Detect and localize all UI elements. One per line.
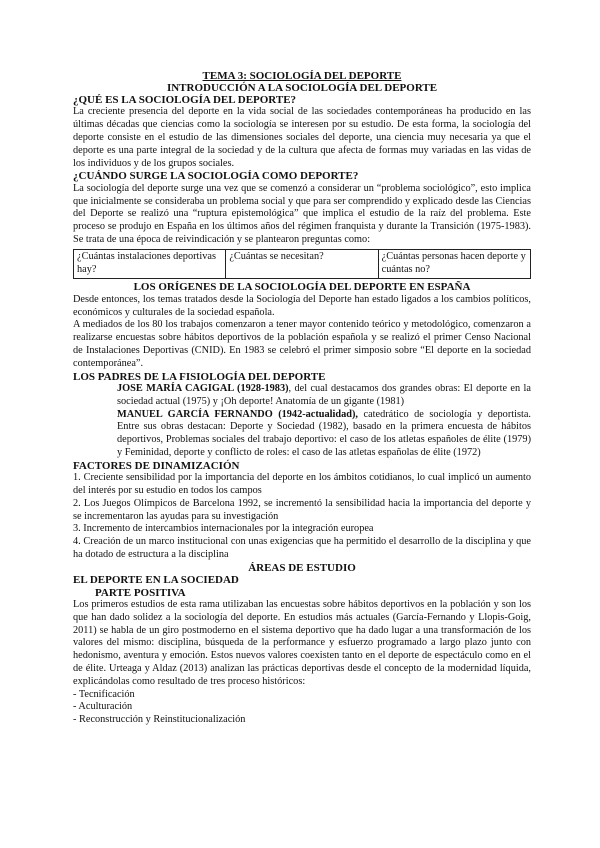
section-heading-cuando: ¿CUÁNDO SURGE LA SOCIOLOGÍA COMO DEPORTE?: [73, 170, 359, 183]
garcia-name: MANUEL GARCÍA FERNANDO (1942-actualidad),: [117, 408, 359, 420]
paragraph-origenes-1: Desde entonces, los temas tratados desde la Sociología del Deporte han estado ligados a los cambios políticos, económicos y culturales de la sociedad española.: [73, 293, 531, 318]
section-heading-areas: ÁREAS DE ESTUDIO: [248, 561, 356, 574]
paragraph-que-es: La creciente presencia del deporte en la vida social de las sociedades contemporáneas ha producido en las últimas décadas que ciencias como la sociología se interesen por su estudio. De esta forma, la sociología del deporte consiste en el estudio de las dimensiones sociales del deporte, una ciencia muy necesaria ya que el deporte es una parte integral de la sociedad y de la cultura que afecta de formas muy variadas en las vidas de los individuos y de los grupos sociales.: [73, 106, 531, 169]
subheading-parte-positiva: PARTE POSITIVA: [95, 586, 186, 599]
tema-title: TEMA 3: SOCIOLOGÍA DEL DEPORTE: [202, 70, 402, 82]
list-item: - Tecnificación: [73, 688, 135, 700]
section-heading-factores: FACTORES DE DINAMIZACIÓN: [73, 459, 240, 472]
list-item: - Reconstrucción y Reinstitucionalización: [73, 714, 246, 726]
subheading-deporte-sociedad: EL DEPORTE EN LA SOCIEDAD: [73, 574, 239, 587]
intro-title: INTRODUCCIÓN A LA SOCIOLOGÍA DEL DEPORTE: [166, 82, 438, 94]
paragraph-areas: Los primeros estudios de esta rama utilizaban las encuestas sobre hábitos deportivos en la población y son los que han dado solidez a la sociología del deporte. En estudios más actuales (García-Fernando y Llopis-Goig, 2011) se habla de un giro postmoderno en el sistema deportivo que ha dado lugar a una transformación de los valores del mismo: disciplina, búsqueda de la performance y esfuerzo programado a largo plazo junto con hedonismo, aventura y emoción. Estos nuevos valores coexisten tanto en el deporte de espectáculo como en el de élite. Urteaga y Aldaz (2013) analizan las prácticas deportivas desde el concepto de la modernidad líquida, explicándolas como resultado de tres proceso históricos:: [73, 598, 531, 687]
list-item: 3. Incremento de intercambios internacionales por la integración europea: [73, 523, 374, 535]
document-page: [73, 70, 531, 727]
paragraph-garcia: [73, 409, 531, 460]
table-cell: ¿Cuántas se necesitan?: [226, 249, 378, 279]
paragraph-origenes-2: A mediados de los 80 los trabajos comenzaron a tener mayor contenido teórico y metodológico, comenzaron a realizarse encuestas sobre hábitos deportivos de la población española y se realizó el primer Censo Nacional de Instalaciones Deportivas (CNID). En 1983 se celebró el primer simposio sobre “El deporte en la sociedad contemporánea”.: [73, 319, 531, 369]
list-item: - Aculturación: [73, 701, 133, 713]
cagigal-name: JOSE MARÍA CAGIGAL (1928-1983): [117, 382, 289, 394]
cagigal-text: , del cual destacamos dos grandes obras: El deporte en la sociedad actual (1975) y ¡Oh deporte! Anatomía de un gigante (1981): [117, 382, 531, 407]
garcia-text: catedrático de sociología y deportista. Entre sus obras destacan: Deporte y Sociedad (1982), basado en la primera encuesta de hábitos deportivos, Problemas sociales del trabajo deportivo: el caso de los atletas españoles de élite (1979) y Feminidad, deporte y conflicto de roles: el caso de las atletas españolas de élite (1972): [117, 408, 531, 458]
section-heading-que-es: ¿QUÉ ES LA SOCIOLOGÍA DEL DEPORTE?: [73, 94, 297, 106]
list-item: 4. Creación de un marco institucional con unas exigencias que ha permitido el desarrollo de la disciplina y que ha dotado de estructura a la disciplina: [73, 536, 531, 560]
section-heading-origenes: LOS ORÍGENES DE LA SOCIOLOGÍA DEL DEPORTE EN ESPAÑA: [133, 281, 471, 294]
list-item: 2. Los Juegos Olímpicos de Barcelona 1992, se incrementó la sensibilidad hacia la importancia del deporte y se incrementaron las ayudas para su investigación: [73, 497, 531, 522]
table-cell: ¿Cuántas personas hacen deporte y cuántas no?: [378, 249, 530, 279]
list-item: 1. Creciente sensibilidad por la importancia del deporte en los ámbitos cotidianos, lo cual implicó un aumento del interés por su estudio en todos los campos: [73, 472, 531, 496]
paragraph-cagigal: [73, 383, 531, 409]
table-cell: ¿Cuántas instalaciones deportivas hay?: [74, 249, 226, 279]
questions-table: [73, 249, 531, 280]
paragraph-cuando: La sociología del deporte surge una vez que se comenzó a considerar un “problema sociológico”, esto implica que inicialmente se consideraba un problema social y que para ser comprendido y explicado desde las Ciencias del Deporte se realizó una “ruptura epistemológica” que implica el estudio de la raíz del problema. Este proceso se produjo en España en los últimos años del régimen franquista y durante la Transición (1975-1983). Se trata de una época de reivindicación y se plantearon preguntas como:: [73, 182, 531, 245]
section-heading-padres: LOS PADRES DE LA FISIOLOGÍA DEL DEPORTE: [73, 370, 326, 383]
